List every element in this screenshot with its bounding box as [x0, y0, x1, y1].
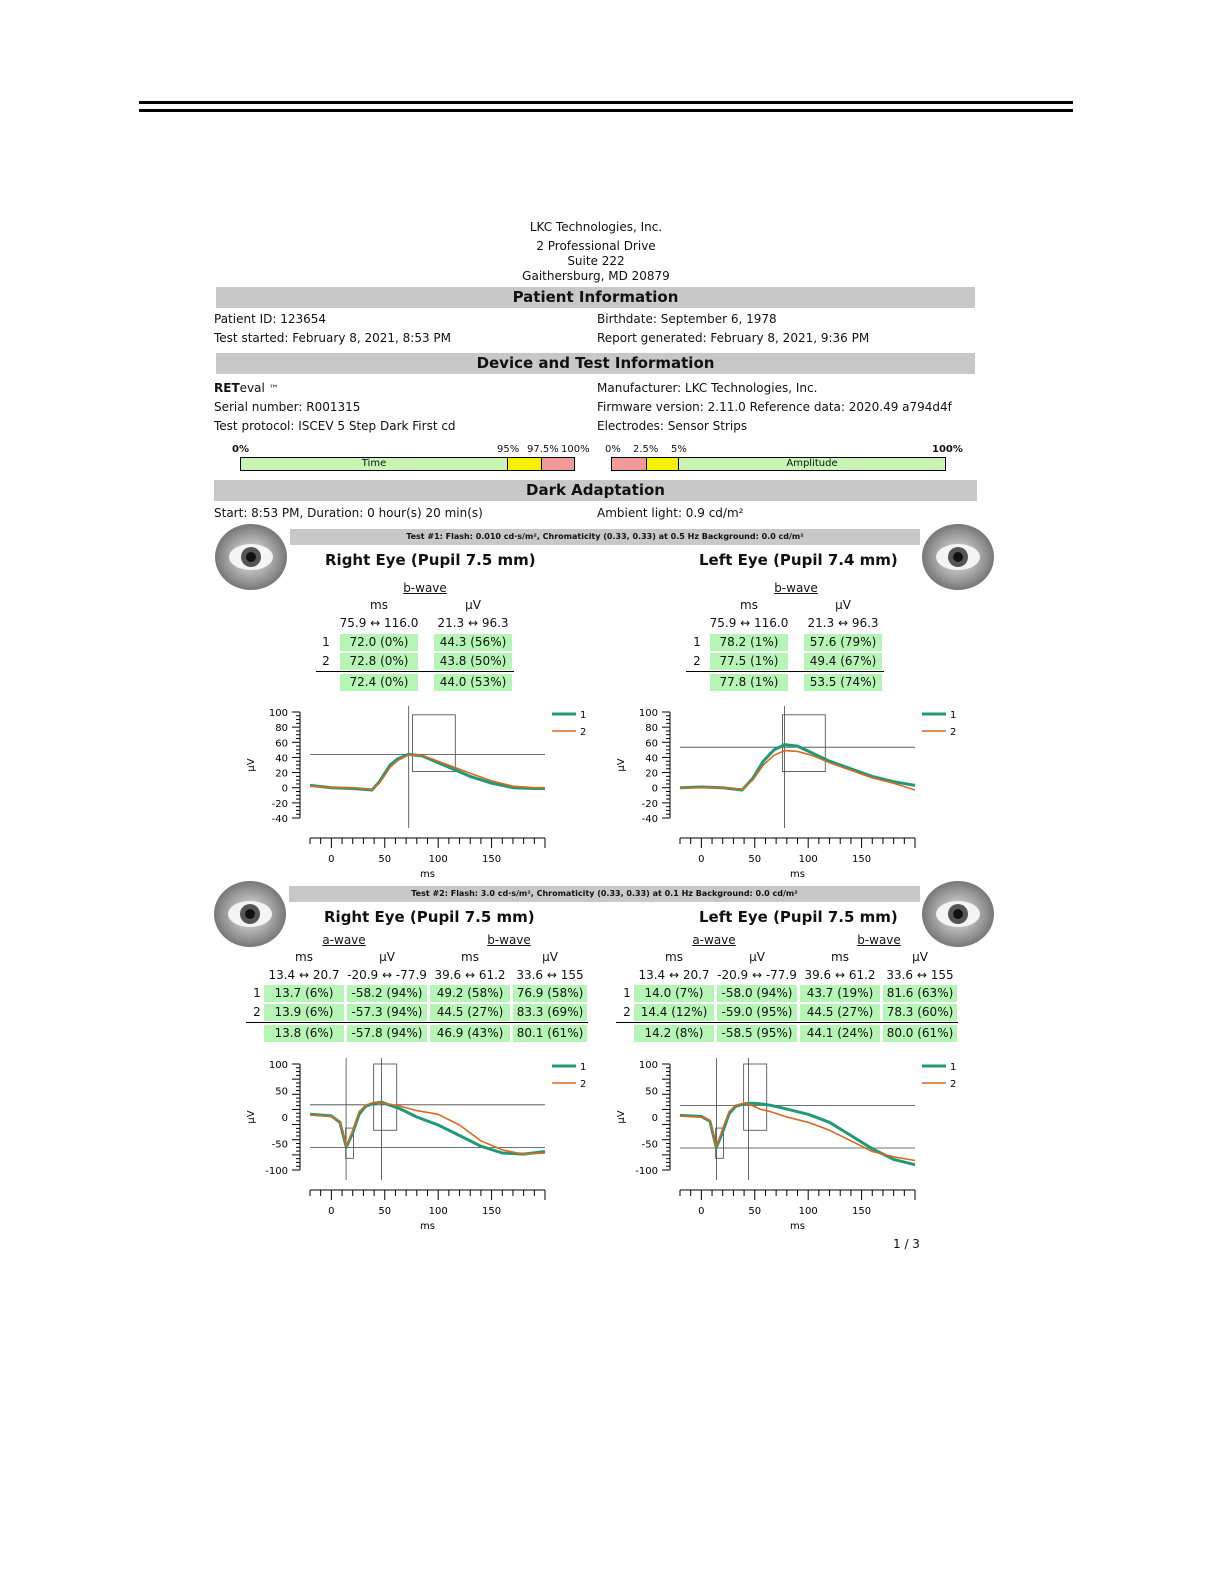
legend-label-1: 1	[580, 710, 587, 721]
time-scale-95: 95%	[497, 444, 520, 455]
legend-label-2: 2	[950, 1079, 957, 1090]
amp-scale-0: 0%	[605, 444, 621, 455]
company-name: LKC Technologies, Inc.	[529, 220, 663, 234]
t2r-header-2: ms	[461, 950, 479, 964]
t2r-row2-c0: 13.9 (6%)	[264, 1004, 344, 1021]
x-tick-label: 50	[748, 854, 762, 865]
time-scale-975: 97.5%	[527, 444, 559, 455]
report-generated: Report generated: February 8, 2021, 9:36 PM	[597, 331, 870, 345]
t2l-bwave: b-wave	[857, 933, 901, 947]
x-tick-label: 50	[378, 1206, 392, 1217]
normal-range-box	[412, 715, 455, 772]
t2l-avg-c0: 14.2 (8%)	[634, 1025, 714, 1042]
t1l-ref-uv: 21.3 ↔ 96.3	[807, 616, 879, 630]
t1l-row2-ms: 77.5 (1%)	[710, 653, 788, 670]
t2r-avg-c0: 13.8 (6%)	[264, 1025, 344, 1042]
t1r-row1-uv: 44.3 (56%)	[434, 634, 512, 651]
suite: Suite 222	[567, 254, 625, 268]
y-tick-label: 80	[645, 723, 658, 735]
series-2-line	[310, 755, 545, 789]
t1l-divider	[686, 671, 884, 672]
t2r-awave: a-wave	[322, 933, 366, 947]
t1r-h-ms: ms	[370, 598, 388, 612]
normal-range-box	[374, 1064, 397, 1130]
x-tick-label: 100	[428, 1206, 448, 1217]
t2r-ref-0: 13.4 ↔ 20.7	[268, 968, 340, 982]
y-tick-label: -50	[641, 1139, 658, 1151]
t1-right-eye-title: Right Eye (Pupil 7.5 mm)	[325, 551, 536, 569]
test2-header: Test #2: Flash: 3.0 cd·s/m², Chromaticity (0.33, 0.33) at 0.1 Hz Background: 0.0 cd/m²	[289, 886, 920, 902]
test-started: Test started: February 8, 2021, 8:53 PM	[214, 331, 452, 345]
t2-right-eye-title: Right Eye (Pupil 7.5 mm)	[324, 908, 535, 926]
y-tick-label: 20	[645, 768, 658, 780]
y-tick-label: 40	[645, 753, 658, 765]
t2-right-eye-photo	[212, 880, 290, 950]
t1r-row2-uv: 43.8 (50%)	[434, 653, 512, 670]
t1l-bwave: b-wave	[774, 581, 818, 595]
t2l-header-0: ms	[665, 950, 683, 964]
t1l-row1-uv: 57.6 (79%)	[804, 634, 882, 651]
y-tick-label: -40	[271, 814, 288, 825]
y-tick-label: 100	[638, 1060, 658, 1071]
y-tick-label: -20	[641, 798, 658, 810]
t2l-row1-c2: 43.7 (19%)	[800, 985, 880, 1002]
y-tick-label: -20	[271, 798, 288, 810]
t1r-h-uv: μV	[465, 598, 481, 612]
t1l-row2-uv: 49.4 (67%)	[804, 653, 882, 670]
t2l-divider	[616, 1022, 958, 1023]
firmware-version: Firmware version: 2.11.0 Reference data: 2020.49 a794d4f	[597, 400, 952, 414]
t1r-row2-n: 2	[322, 654, 330, 668]
t2r-avg-c2: 46.9 (43%)	[430, 1025, 510, 1042]
t1l-ref-ms: 75.9 ↔ 116.0	[709, 616, 789, 630]
t2l-header-3: μV	[912, 950, 928, 964]
legend-label-2: 2	[580, 1079, 587, 1090]
t2r-ref-3: 33.6 ↔ 155	[516, 968, 584, 982]
t2l-header-2: ms	[831, 950, 849, 964]
t1l-row1-n: 1	[693, 635, 701, 649]
t2r-row2-c3: 83.3 (69%)	[513, 1004, 587, 1021]
t2r-avg-c3: 80.1 (61%)	[513, 1025, 587, 1042]
time-scale-0: 0%	[232, 444, 249, 455]
t2r-row2-n: 2	[253, 1005, 261, 1019]
t2l-ref-1: -20.9 ↔ -77.9	[717, 968, 797, 982]
t2r-row1-c2: 49.2 (58%)	[430, 985, 510, 1002]
x-tick-label: 100	[798, 854, 818, 865]
t1r-bwave: b-wave	[403, 581, 447, 595]
amp-bar-alert	[611, 457, 647, 471]
manufacturer: Manufacturer: LKC Technologies, Inc.	[597, 381, 818, 395]
t2r-row2-c1: -57.3 (94%)	[347, 1004, 427, 1021]
t2l-ref-0: 13.4 ↔ 20.7	[638, 968, 710, 982]
t2r-row1-c1: -58.2 (94%)	[347, 985, 427, 1002]
y-tick-label: 60	[275, 738, 288, 750]
device-info-header: Device and Test Information	[216, 353, 975, 374]
t2l-header-1: μV	[749, 950, 765, 964]
x-tick-label: 100	[798, 1206, 818, 1217]
series-1-line	[310, 1102, 545, 1154]
y-tick-label: 100	[268, 708, 288, 719]
legend-label-2: 2	[950, 727, 957, 738]
trademark: ™	[268, 384, 279, 395]
t2l-avg-c3: 80.0 (61%)	[883, 1025, 957, 1042]
t2r-avg-c1: -57.8 (94%)	[347, 1025, 427, 1042]
t1l-avg-uv: 53.5 (74%)	[804, 674, 882, 691]
x-tick-label: 50	[748, 1206, 762, 1217]
x-tick-label: 0	[328, 854, 335, 865]
time-bar-normal: Time	[240, 457, 508, 471]
t2l-row1-n: 1	[623, 986, 631, 1000]
t2r-header-1: μV	[379, 950, 395, 964]
y-tick-label: -100	[635, 1166, 658, 1177]
t2l-ref-3: 33.6 ↔ 155	[886, 968, 954, 982]
normal-range-box	[782, 715, 825, 772]
t1-right-chart	[240, 700, 600, 880]
electrodes: Electrodes: Sensor Strips	[597, 419, 748, 433]
left-eye-photo	[920, 523, 998, 593]
t2l-row2-c3: 78.3 (60%)	[883, 1004, 957, 1021]
amp-scale-5: 5%	[671, 444, 687, 455]
y-tick-label: 60	[645, 738, 658, 750]
t1r-avg-uv: 44.0 (53%)	[434, 674, 512, 691]
t2r-header-0: ms	[295, 950, 313, 964]
legend-label-1: 1	[950, 1062, 957, 1073]
amp-scale-100: 100%	[932, 444, 963, 455]
t2r-row2-c2: 44.5 (27%)	[430, 1004, 510, 1021]
y-tick-label: 50	[275, 1086, 288, 1098]
x-tick-label: 150	[852, 1206, 872, 1217]
top-rule-2	[139, 109, 1073, 112]
street: 2 Professional Drive	[536, 239, 656, 253]
t2r-bwave: b-wave	[487, 933, 531, 947]
legend-label-1: 1	[580, 1062, 587, 1073]
x-tick-label: 150	[482, 854, 502, 865]
t2l-row2-n: 2	[623, 1005, 631, 1019]
t2l-row2-c0: 14.4 (12%)	[634, 1004, 714, 1021]
x-axis-label: ms	[420, 869, 435, 880]
x-axis-label: ms	[790, 1221, 805, 1232]
t1r-row1-ms: 72.0 (0%)	[340, 634, 418, 651]
t2r-row1-c3: 76.9 (58%)	[513, 985, 587, 1002]
y-tick-label: 0	[281, 783, 288, 795]
y-tick-label: -100	[265, 1166, 288, 1177]
t2-right-chart	[240, 1052, 600, 1232]
series-2-line	[680, 751, 915, 790]
x-tick-label: 0	[698, 1206, 705, 1217]
t2l-ref-2: 39.6 ↔ 61.2	[804, 968, 876, 982]
y-axis-label: μV	[616, 1110, 627, 1124]
amp-bar-warning	[646, 457, 679, 471]
t2r-ref-2: 39.6 ↔ 61.2	[434, 968, 506, 982]
legend-label-1: 1	[950, 710, 957, 721]
test1-header: Test #1: Flash: 0.010 cd·s/m², Chromaticity (0.33, 0.33) at 0.5 Hz Background: 0.0 cd/m²	[290, 529, 920, 545]
y-tick-label: -40	[641, 814, 658, 825]
birthdate: Birthdate: September 6, 1978	[597, 312, 777, 326]
y-tick-label: 0	[651, 1113, 658, 1124]
device-name-rest: eval	[239, 381, 265, 395]
normal-range-box	[744, 1064, 767, 1130]
time-bar-warning	[507, 457, 542, 471]
t2r-row1-c0: 13.7 (6%)	[264, 985, 344, 1002]
t1r-divider	[316, 671, 514, 672]
t1r-ref-ms: 75.9 ↔ 116.0	[339, 616, 419, 630]
t1r-row2-ms: 72.8 (0%)	[340, 653, 418, 670]
dark-adaptation-header: Dark Adaptation	[214, 480, 977, 501]
y-tick-label: 0	[281, 1113, 288, 1124]
t1l-h-uv: μV	[835, 598, 851, 612]
t2-left-chart	[610, 1052, 970, 1232]
x-tick-label: 50	[378, 854, 392, 865]
time-bar-alert	[541, 457, 575, 471]
series-1-line	[680, 1103, 915, 1165]
t1l-avg-ms: 77.8 (1%)	[710, 674, 788, 691]
y-tick-label: -50	[271, 1139, 288, 1151]
device-name	[214, 380, 279, 398]
t2l-avg-c1: -58.5 (95%)	[717, 1025, 797, 1042]
y-axis-label: μV	[246, 1110, 257, 1124]
x-tick-label: 100	[428, 854, 448, 865]
patient-id: Patient ID: 123654	[214, 312, 327, 326]
x-tick-label: 150	[852, 854, 872, 865]
city: Gaithersburg, MD 20879	[522, 269, 670, 283]
patient-info-header: Patient Information	[216, 287, 975, 308]
top-rule	[139, 101, 1073, 104]
y-axis-label: μV	[246, 758, 257, 772]
ambient-light: Ambient light: 0.9 cd/m²	[597, 506, 744, 520]
y-tick-label: 20	[275, 768, 288, 780]
y-tick-label: 50	[645, 1086, 658, 1098]
x-axis-label: ms	[790, 869, 805, 880]
t2-left-eye-title: Left Eye (Pupil 7.5 mm)	[699, 908, 898, 926]
amp-bar-normal: Amplitude	[678, 457, 946, 471]
legend-label-2: 2	[580, 727, 587, 738]
page-number: 1 / 3	[893, 1237, 920, 1251]
t1r-ref-uv: 21.3 ↔ 96.3	[437, 616, 509, 630]
t2-left-eye-photo	[920, 880, 998, 950]
t1-left-chart	[610, 700, 970, 880]
t2l-row2-c1: -59.0 (95%)	[717, 1004, 797, 1021]
right-eye-photo	[213, 523, 291, 593]
t1r-avg-ms: 72.4 (0%)	[340, 674, 418, 691]
t1-left-eye-title: Left Eye (Pupil 7.4 mm)	[699, 551, 898, 569]
x-tick-label: 0	[328, 1206, 335, 1217]
y-axis-label: μV	[616, 758, 627, 772]
y-tick-label: 0	[651, 783, 658, 795]
x-axis-label: ms	[420, 1221, 435, 1232]
y-tick-label: 80	[275, 723, 288, 735]
y-tick-label: 100	[268, 1060, 288, 1071]
t2r-row1-n: 1	[253, 986, 261, 1000]
x-tick-label: 0	[698, 854, 705, 865]
t2r-divider	[246, 1022, 588, 1023]
t2l-row1-c3: 81.6 (63%)	[883, 985, 957, 1002]
test-protocol: Test protocol: ISCEV 5 Step Dark First cd	[214, 419, 456, 433]
t2r-ref-1: -20.9 ↔ -77.9	[347, 968, 427, 982]
t1l-h-ms: ms	[740, 598, 758, 612]
t1r-row1-n: 1	[322, 635, 330, 649]
amp-scale-25: 2.5%	[633, 444, 659, 455]
t2l-row1-c1: -58.0 (94%)	[717, 985, 797, 1002]
y-tick-label: 40	[275, 753, 288, 765]
t2l-row1-c0: 14.0 (7%)	[634, 985, 714, 1002]
x-tick-label: 150	[482, 1206, 502, 1217]
y-tick-label: 100	[638, 708, 658, 719]
t2r-header-3: μV	[542, 950, 558, 964]
t2l-row2-c2: 44.5 (27%)	[800, 1004, 880, 1021]
serial-number: Serial number: R001315	[214, 400, 361, 414]
start-duration: Start: 8:53 PM, Duration: 0 hour(s) 20 min(s)	[214, 506, 483, 520]
t2l-avg-c2: 44.1 (24%)	[800, 1025, 880, 1042]
t2l-awave: a-wave	[692, 933, 736, 947]
device-name-bold: RET	[214, 381, 240, 395]
time-scale-100: 100%	[561, 444, 590, 455]
t1l-row2-n: 2	[693, 654, 701, 668]
t1l-row1-ms: 78.2 (1%)	[710, 634, 788, 651]
